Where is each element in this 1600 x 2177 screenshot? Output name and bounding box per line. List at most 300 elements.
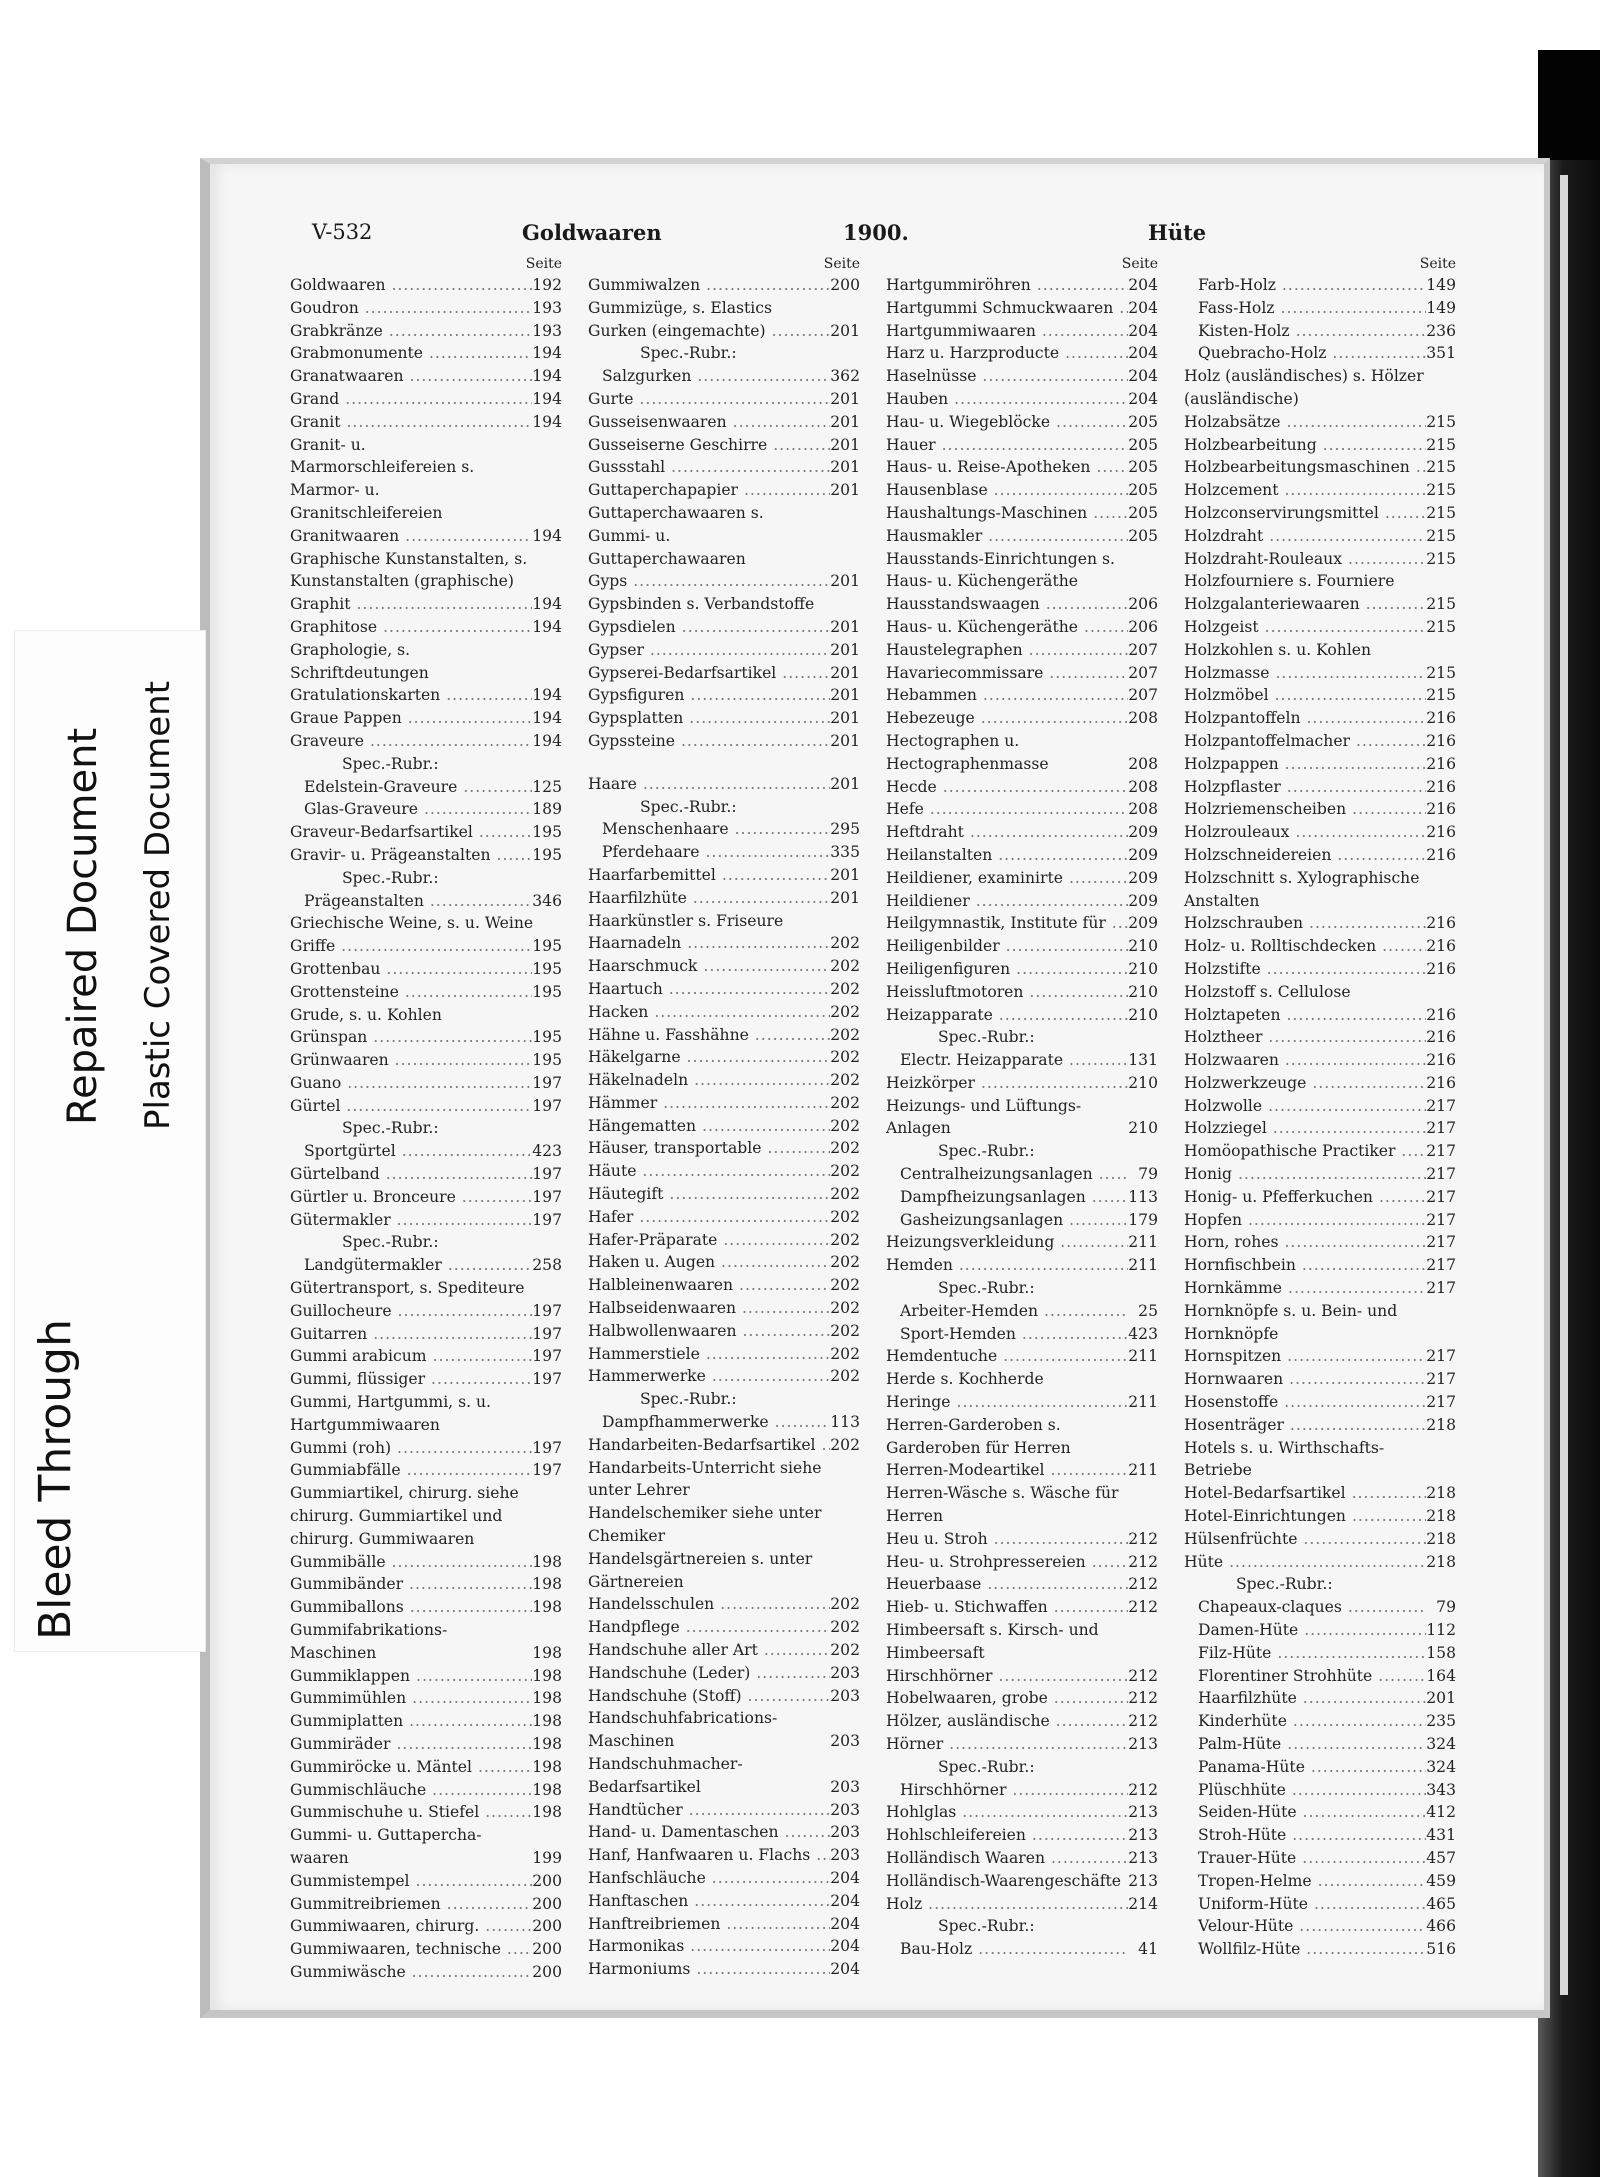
index-entry <box>588 1434 860 1457</box>
entry-term: Gummiwaaren, chirurg. ..... <box>290 1915 562 1938</box>
entry-term: Kinderhüte ..... <box>1184 1710 1456 1733</box>
entry-page: 41 <box>1128 1938 1158 1961</box>
index-entry <box>886 1710 1158 1733</box>
entry-term: Hemdentuche ..... <box>886 1345 1158 1368</box>
index-entry <box>588 1616 860 1639</box>
entry-page: 202 <box>830 955 860 978</box>
index-entry <box>588 1867 860 1890</box>
entry-term: Hüte ..... <box>1184 1551 1456 1574</box>
entry-term: Häkelgarne ..... <box>588 1046 860 1069</box>
entry-page: 211 <box>1128 1459 1158 1482</box>
index-entry <box>886 593 1158 616</box>
entry-term: Guitarren ..... <box>290 1323 562 1346</box>
entry-term: Gummiräder ..... <box>290 1733 562 1756</box>
index-entry <box>290 1231 562 1254</box>
entry-page: 201 <box>830 411 860 434</box>
index-entry <box>290 1391 562 1437</box>
entry-page: 202 <box>830 1137 860 1160</box>
entry-term: Häuser, transportable ..... <box>588 1137 860 1160</box>
index-entry <box>290 1665 562 1688</box>
entry-term: Gurken (eingemachte) ..... <box>588 320 860 343</box>
index-entry <box>290 707 562 730</box>
entry-term: Handarbeiten-Bedarfsartikel ..... <box>588 1434 860 1457</box>
entry-term: Graphische Kunstanstalten, s. Kunstanstalten (graphische) <box>290 549 528 591</box>
entry-page: 194 <box>532 684 562 707</box>
entry-page: 198 <box>532 1573 562 1596</box>
entry-term: Holzfourniere s. Fourniere <box>1184 572 1395 591</box>
entry-page: 192 <box>532 274 562 297</box>
index-entry <box>886 1140 1158 1163</box>
index-entry <box>886 1004 1158 1027</box>
entry-page: 200 <box>532 1961 562 1984</box>
index-entry <box>886 1231 1158 1254</box>
entry-term: Hacken ..... <box>588 1001 860 1024</box>
entry-term: Gürtelband ..... <box>290 1163 562 1186</box>
entry-page: 149 <box>1426 274 1456 297</box>
index-entry <box>290 616 562 639</box>
index-entry <box>588 887 860 910</box>
entry-page: 201 <box>830 479 860 502</box>
entry-page: 258 <box>532 1254 562 1277</box>
entry-term: Hammerwerke ..... <box>588 1365 860 1388</box>
entry-page: 203 <box>830 1821 860 1844</box>
entry-page: 211 <box>1128 1345 1158 1368</box>
index-entry <box>886 365 1158 388</box>
entry-page: 217 <box>1426 1117 1456 1140</box>
entry-term: Gypsfiguren ..... <box>588 684 860 707</box>
entry-page: 210 <box>1128 958 1158 981</box>
entry-term: Stroh-Hüte ..... <box>1184 1824 1456 1847</box>
entry-term: Gypssteine ..... <box>588 730 860 753</box>
index-entry <box>588 411 860 434</box>
index-entry <box>290 1186 562 1209</box>
index-entry <box>290 1163 562 1186</box>
entry-term: Gummischläuche ..... <box>290 1779 562 1802</box>
entry-term: Haus- u. Küchengeräthe ..... <box>886 616 1158 639</box>
entry-term: Gummifabrikations-Maschinen <box>290 1621 448 1662</box>
index-entry <box>886 616 1158 639</box>
index-entry <box>290 1277 562 1300</box>
entry-term: Holzmöbel ..... <box>1184 684 1456 707</box>
entry-term: Gyps ..... <box>588 570 860 593</box>
entry-term: Haartuch ..... <box>588 978 860 1001</box>
index-entry <box>588 1411 860 1434</box>
entry-page: 465 <box>1426 1893 1456 1916</box>
entry-page: 195 <box>532 821 562 844</box>
entry-page: 79 <box>1426 1596 1456 1619</box>
entry-term: Horn, rohes ..... <box>1184 1231 1456 1254</box>
index-entry <box>886 867 1158 890</box>
index-entry <box>886 1573 1158 1596</box>
entry-term: Heu u. Stroh ..... <box>886 1528 1158 1551</box>
entry-page: 202 <box>830 1434 860 1457</box>
index-entry <box>1184 1642 1456 1665</box>
entry-page: 215 <box>1426 662 1456 685</box>
entry-page: 235 <box>1426 1710 1456 1733</box>
entry-term: Damen-Hüte ..... <box>1184 1619 1456 1642</box>
entry-page: 202 <box>830 1115 860 1138</box>
index-entry <box>588 1662 860 1685</box>
entry-page: 218 <box>1426 1414 1456 1437</box>
index-entry <box>290 776 562 799</box>
entry-term: Prägeanstalten ..... <box>290 890 562 913</box>
entry-page: 198 <box>532 1801 562 1824</box>
entry-page: 197 <box>532 1186 562 1209</box>
entry-page: 516 <box>1426 1938 1456 1961</box>
seite-heading: Seite <box>1121 256 1158 272</box>
entry-page: 217 <box>1426 1368 1456 1391</box>
entry-term: Guillocheure ..... <box>290 1300 562 1323</box>
entry-page: 198 <box>532 1779 562 1802</box>
entry-term: Holzgalanteriewaaren ..... <box>1184 593 1456 616</box>
index-entry <box>588 434 860 457</box>
index-entry <box>588 1251 860 1274</box>
entry-page: 210 <box>1128 1072 1158 1095</box>
entry-page: 198 <box>532 1756 562 1779</box>
index-entry <box>290 1140 562 1163</box>
entry-page: 216 <box>1426 730 1456 753</box>
index-entry <box>1184 1117 1456 1140</box>
index-entry <box>886 844 1158 867</box>
index-entry <box>886 1163 1158 1186</box>
entry-term: Bau-Holz ..... <box>886 1938 1158 1961</box>
entry-page: 197 <box>532 1368 562 1391</box>
entry-page: 217 <box>1426 1209 1456 1232</box>
entry-page: 412 <box>1426 1801 1456 1824</box>
index-entry <box>290 548 562 594</box>
entry-term: Honig ..... <box>1184 1163 1456 1186</box>
entry-term: Grottenbau ..... <box>290 958 562 981</box>
entry-term: Harmonikas ..... <box>588 1935 860 1958</box>
index-entry <box>588 1115 860 1138</box>
entry-term: Filz-Hüte ..... <box>1184 1642 1456 1665</box>
entry-term: Hanf, Hanfwaaren u. Flachs ..... <box>588 1844 860 1867</box>
index-entry <box>1184 1870 1456 1893</box>
index-entry <box>886 1414 1158 1460</box>
entry-page: 207 <box>1128 684 1158 707</box>
entry-term: Hotel-Bedarfsartikel ..... <box>1184 1482 1456 1505</box>
entry-page: 208 <box>1128 707 1158 730</box>
index-entry <box>588 1069 860 1092</box>
index-entry <box>588 1913 860 1936</box>
entry-page: 215 <box>1426 684 1456 707</box>
index-entry <box>886 1687 1158 1710</box>
index-entry <box>290 1368 562 1391</box>
index-entry <box>588 796 860 819</box>
entry-page: 203 <box>830 1844 860 1867</box>
index-entry <box>886 1049 1158 1072</box>
index-entry <box>886 1368 1158 1391</box>
entry-term: Häutegift ..... <box>588 1183 860 1206</box>
index-entry <box>1184 342 1456 365</box>
index-entry <box>886 1938 1158 1961</box>
entry-page: 208 <box>1128 753 1158 776</box>
entry-page: 202 <box>830 1160 860 1183</box>
entry-term: Hemden ..... <box>886 1254 1158 1277</box>
entry-page: 198 <box>532 1551 562 1574</box>
index-entry <box>588 707 860 730</box>
entry-page: 164 <box>1426 1665 1456 1688</box>
entry-page: 202 <box>830 1274 860 1297</box>
entry-term: Gummi, Hartgummi, s. u. Hartgummiwaaren <box>290 1393 492 1434</box>
entry-term: Holzpantoffelmacher ..... <box>1184 730 1456 753</box>
entry-page: 212 <box>1128 1710 1158 1733</box>
index-entry <box>1184 1824 1456 1847</box>
entry-term: Gürtel ..... <box>290 1095 562 1118</box>
entry-term: Holzschnitt s. Xylographische Anstalten <box>1184 868 1420 910</box>
entry-page: 210 <box>1128 1117 1158 1140</box>
entry-page: 211 <box>1128 1231 1158 1254</box>
entry-term: Heilgymnastik, Institute für ..... <box>886 912 1158 935</box>
index-entry <box>290 1004 562 1027</box>
entry-term: Hauer ..... <box>886 434 1158 457</box>
entry-term: Heildiener ..... <box>886 890 1158 913</box>
index-entry <box>1184 1231 1456 1254</box>
index-entry <box>290 1437 562 1460</box>
index-entry <box>886 1756 1158 1779</box>
index-entry <box>886 1254 1158 1277</box>
index-entry <box>886 434 1158 457</box>
index-entry <box>1184 548 1456 571</box>
entry-page: 216 <box>1426 1072 1456 1095</box>
index-entry <box>588 1502 860 1548</box>
index-entry <box>886 935 1158 958</box>
entry-page: 201 <box>830 570 860 593</box>
entry-page: 210 <box>1128 981 1158 1004</box>
index-entry <box>1184 456 1456 479</box>
entry-term: Gütertransport, s. Spediteure <box>290 1279 525 1298</box>
entry-term: Handarbeits-Unterricht siehe unter Lehrer <box>588 1458 822 1500</box>
entry-page: 204 <box>830 1913 860 1936</box>
entry-term: Heiligenbilder ..... <box>886 935 1158 958</box>
entry-page: 218 <box>1426 1482 1456 1505</box>
index-entry <box>886 456 1158 479</box>
entry-page: 201 <box>830 616 860 639</box>
index-entry <box>1184 1391 1456 1414</box>
entry-term: Dampfheizungsanlagen ..... <box>886 1186 1158 1209</box>
entry-page: 193 <box>532 320 562 343</box>
index-entry <box>290 1254 562 1277</box>
entry-term: Gummibänder ..... <box>290 1573 562 1596</box>
index-entry <box>1184 1209 1456 1232</box>
entry-term: Gummitreibriemen ..... <box>290 1893 562 1916</box>
entry-term: Hornfischbein ..... <box>1184 1254 1456 1277</box>
entry-page: 201 <box>830 456 860 479</box>
index-entry <box>588 1137 860 1160</box>
entry-page: 204 <box>830 1890 860 1913</box>
index-entry <box>886 1391 1158 1414</box>
index-entry <box>290 753 562 776</box>
index-entry <box>886 1596 1158 1619</box>
entry-page: 202 <box>830 1206 860 1229</box>
index-entry <box>588 1183 860 1206</box>
entry-term: Hotel-Einrichtungen ..... <box>1184 1505 1456 1528</box>
entry-term: Holzdraht-Rouleaux ..... <box>1184 548 1456 571</box>
index-entry <box>290 434 562 525</box>
index-entry <box>588 1457 860 1503</box>
entry-term: Granatwaaren ..... <box>290 365 562 388</box>
entry-page: 202 <box>830 1251 860 1274</box>
entry-page: 431 <box>1426 1824 1456 1847</box>
index-entry <box>588 1548 860 1594</box>
index-entry <box>588 1046 860 1069</box>
entry-page: 204 <box>1128 320 1158 343</box>
entry-page: 466 <box>1426 1915 1456 1938</box>
entry-page: 217 <box>1426 1231 1456 1254</box>
entry-term: Hartgummi Schmuckwaaren ..... <box>886 297 1158 320</box>
index-entry <box>1184 1505 1456 1528</box>
entry-term: Spec.-Rubr.: <box>938 1917 1035 1936</box>
entry-term: Gummiartikel, chirurg. siehe chirurg. Gummiartikel und chirurg. Gummiwaaren <box>290 1484 519 1548</box>
index-entry <box>588 1935 860 1958</box>
index-entry <box>290 1870 562 1893</box>
entry-page: 213 <box>1128 1870 1158 1893</box>
entry-page: 201 <box>830 730 860 753</box>
index-entry <box>588 1593 860 1616</box>
entry-term: Holzpappen ..... <box>1184 753 1456 776</box>
index-entry <box>1184 639 1456 662</box>
entry-term: Guano ..... <box>290 1072 562 1095</box>
index-entry <box>1184 525 1456 548</box>
entry-page: 295 <box>830 818 860 841</box>
index-entry <box>1184 1687 1456 1710</box>
index-entry <box>290 981 562 1004</box>
index-entry <box>588 910 860 933</box>
page-number: V-532 <box>312 220 373 244</box>
entry-page: 203 <box>830 1685 860 1708</box>
entry-page: 197 <box>532 1437 562 1460</box>
entry-page: 179 <box>1128 1209 1158 1232</box>
entry-term: Hausstandswaagen ..... <box>886 593 1158 616</box>
index-entry <box>290 1893 562 1916</box>
entry-term: Gummi- u. Guttapercha-waaren <box>290 1826 482 1867</box>
index-entry <box>588 1844 860 1867</box>
entry-page: 112 <box>1426 1619 1456 1642</box>
entry-page: 204 <box>830 1958 860 1981</box>
index-entry <box>886 1209 1158 1232</box>
entry-page: 213 <box>1128 1801 1158 1824</box>
index-entry <box>290 342 562 365</box>
index-entry <box>1184 1414 1456 1437</box>
entry-page: 217 <box>1426 1345 1456 1368</box>
entry-page: 199 <box>532 1847 562 1870</box>
index-entry <box>290 1756 562 1779</box>
entry-page: 194 <box>532 388 562 411</box>
index-entry <box>886 662 1158 685</box>
entry-page: 204 <box>1128 274 1158 297</box>
entry-term: Holz ..... <box>886 1893 1158 1916</box>
entry-term: Holzpantoffeln ..... <box>1184 707 1456 730</box>
entry-page: 197 <box>532 1323 562 1346</box>
index-entry <box>588 1639 860 1662</box>
index-entry <box>290 1915 562 1938</box>
index-entry <box>588 978 860 1001</box>
entry-page: 423 <box>1128 1323 1158 1346</box>
entry-term: Hornkämme ..... <box>1184 1277 1456 1300</box>
entry-page: 197 <box>532 1209 562 1232</box>
entry-term: Heildiener, examinirte ..... <box>886 867 1158 890</box>
entry-term: Heringe ..... <box>886 1391 1158 1414</box>
index-entry <box>290 1596 562 1619</box>
entry-term: Griffe ..... <box>290 935 562 958</box>
entry-term: Spec.-Rubr.: <box>342 868 439 887</box>
index-entry <box>1184 958 1456 981</box>
index-entry <box>886 320 1158 343</box>
entry-term: Haushaltungs-Maschinen ..... <box>886 502 1158 525</box>
index-entry <box>1184 1072 1456 1095</box>
index-entry <box>1184 1528 1456 1551</box>
entry-page: 217 <box>1426 1140 1456 1163</box>
index-entry <box>1184 297 1456 320</box>
index-entry <box>290 1459 562 1482</box>
entry-term: Graveure ..... <box>290 730 562 753</box>
entry-page: 204 <box>830 1935 860 1958</box>
entry-page: 200 <box>532 1915 562 1938</box>
entry-term: Grünspan ..... <box>290 1026 562 1049</box>
entry-term: Granitwaaren ..... <box>290 525 562 548</box>
entry-term: Holzabsätze ..... <box>1184 411 1456 434</box>
index-entry <box>886 1528 1158 1551</box>
entry-page: 203 <box>830 1776 860 1799</box>
entry-page: 194 <box>532 707 562 730</box>
index-entry <box>886 342 1158 365</box>
index-entry <box>1184 1665 1456 1688</box>
index-entry <box>1184 1026 1456 1049</box>
index-entry <box>290 274 562 297</box>
entry-page: 200 <box>532 1893 562 1916</box>
entry-term: Grabmonumente ..... <box>290 342 562 365</box>
index-entry <box>588 1388 860 1411</box>
entry-page: 197 <box>532 1095 562 1118</box>
index-entry <box>290 1710 562 1733</box>
running-head-left: Goldwaaren <box>522 220 662 245</box>
entry-term: Gummiwaaren, technische ..... <box>290 1938 562 1961</box>
entry-term: Heizungsverkleidung ..... <box>886 1231 1158 1254</box>
entry-page: 205 <box>1128 411 1158 434</box>
entry-page: 215 <box>1426 456 1456 479</box>
entry-page: 206 <box>1128 593 1158 616</box>
entry-term: Uniform-Hüte ..... <box>1184 1893 1456 1916</box>
index-entry <box>290 639 562 685</box>
entry-page: 202 <box>830 1183 860 1206</box>
seite-heading: Seite <box>1419 256 1456 272</box>
index-entry <box>1184 1254 1456 1277</box>
entry-page: 205 <box>1128 434 1158 457</box>
entry-term: Homöopathische Practiker ..... <box>1184 1140 1456 1163</box>
index-entry <box>588 342 860 365</box>
entry-page: 215 <box>1426 502 1456 525</box>
entry-term: Haustelegraphen ..... <box>886 639 1158 662</box>
index-entry <box>290 1072 562 1095</box>
entry-term: Häute ..... <box>588 1160 860 1183</box>
entry-page: 202 <box>830 1343 860 1366</box>
entry-term: Hammerstiele ..... <box>588 1343 860 1366</box>
entry-page: 208 <box>1128 798 1158 821</box>
entry-term: Hanftaschen ..... <box>588 1890 860 1913</box>
index-entry <box>1184 707 1456 730</box>
index-entry <box>588 1206 860 1229</box>
entry-term: Gummi, flüssiger ..... <box>290 1368 562 1391</box>
entry-term: Guttaperchawaaren s. Gummi- u. Guttaperchawaaren <box>588 503 764 568</box>
index-entry <box>588 730 860 753</box>
entry-page: 194 <box>532 593 562 616</box>
entry-term: Holzstifte ..... <box>1184 958 1456 981</box>
entry-term: Hölzer, ausländische ..... <box>886 1710 1158 1733</box>
index-entry <box>886 1345 1158 1368</box>
index-entry <box>290 890 562 913</box>
index-entry <box>1184 1277 1456 1300</box>
entry-page: 212 <box>1128 1665 1158 1688</box>
